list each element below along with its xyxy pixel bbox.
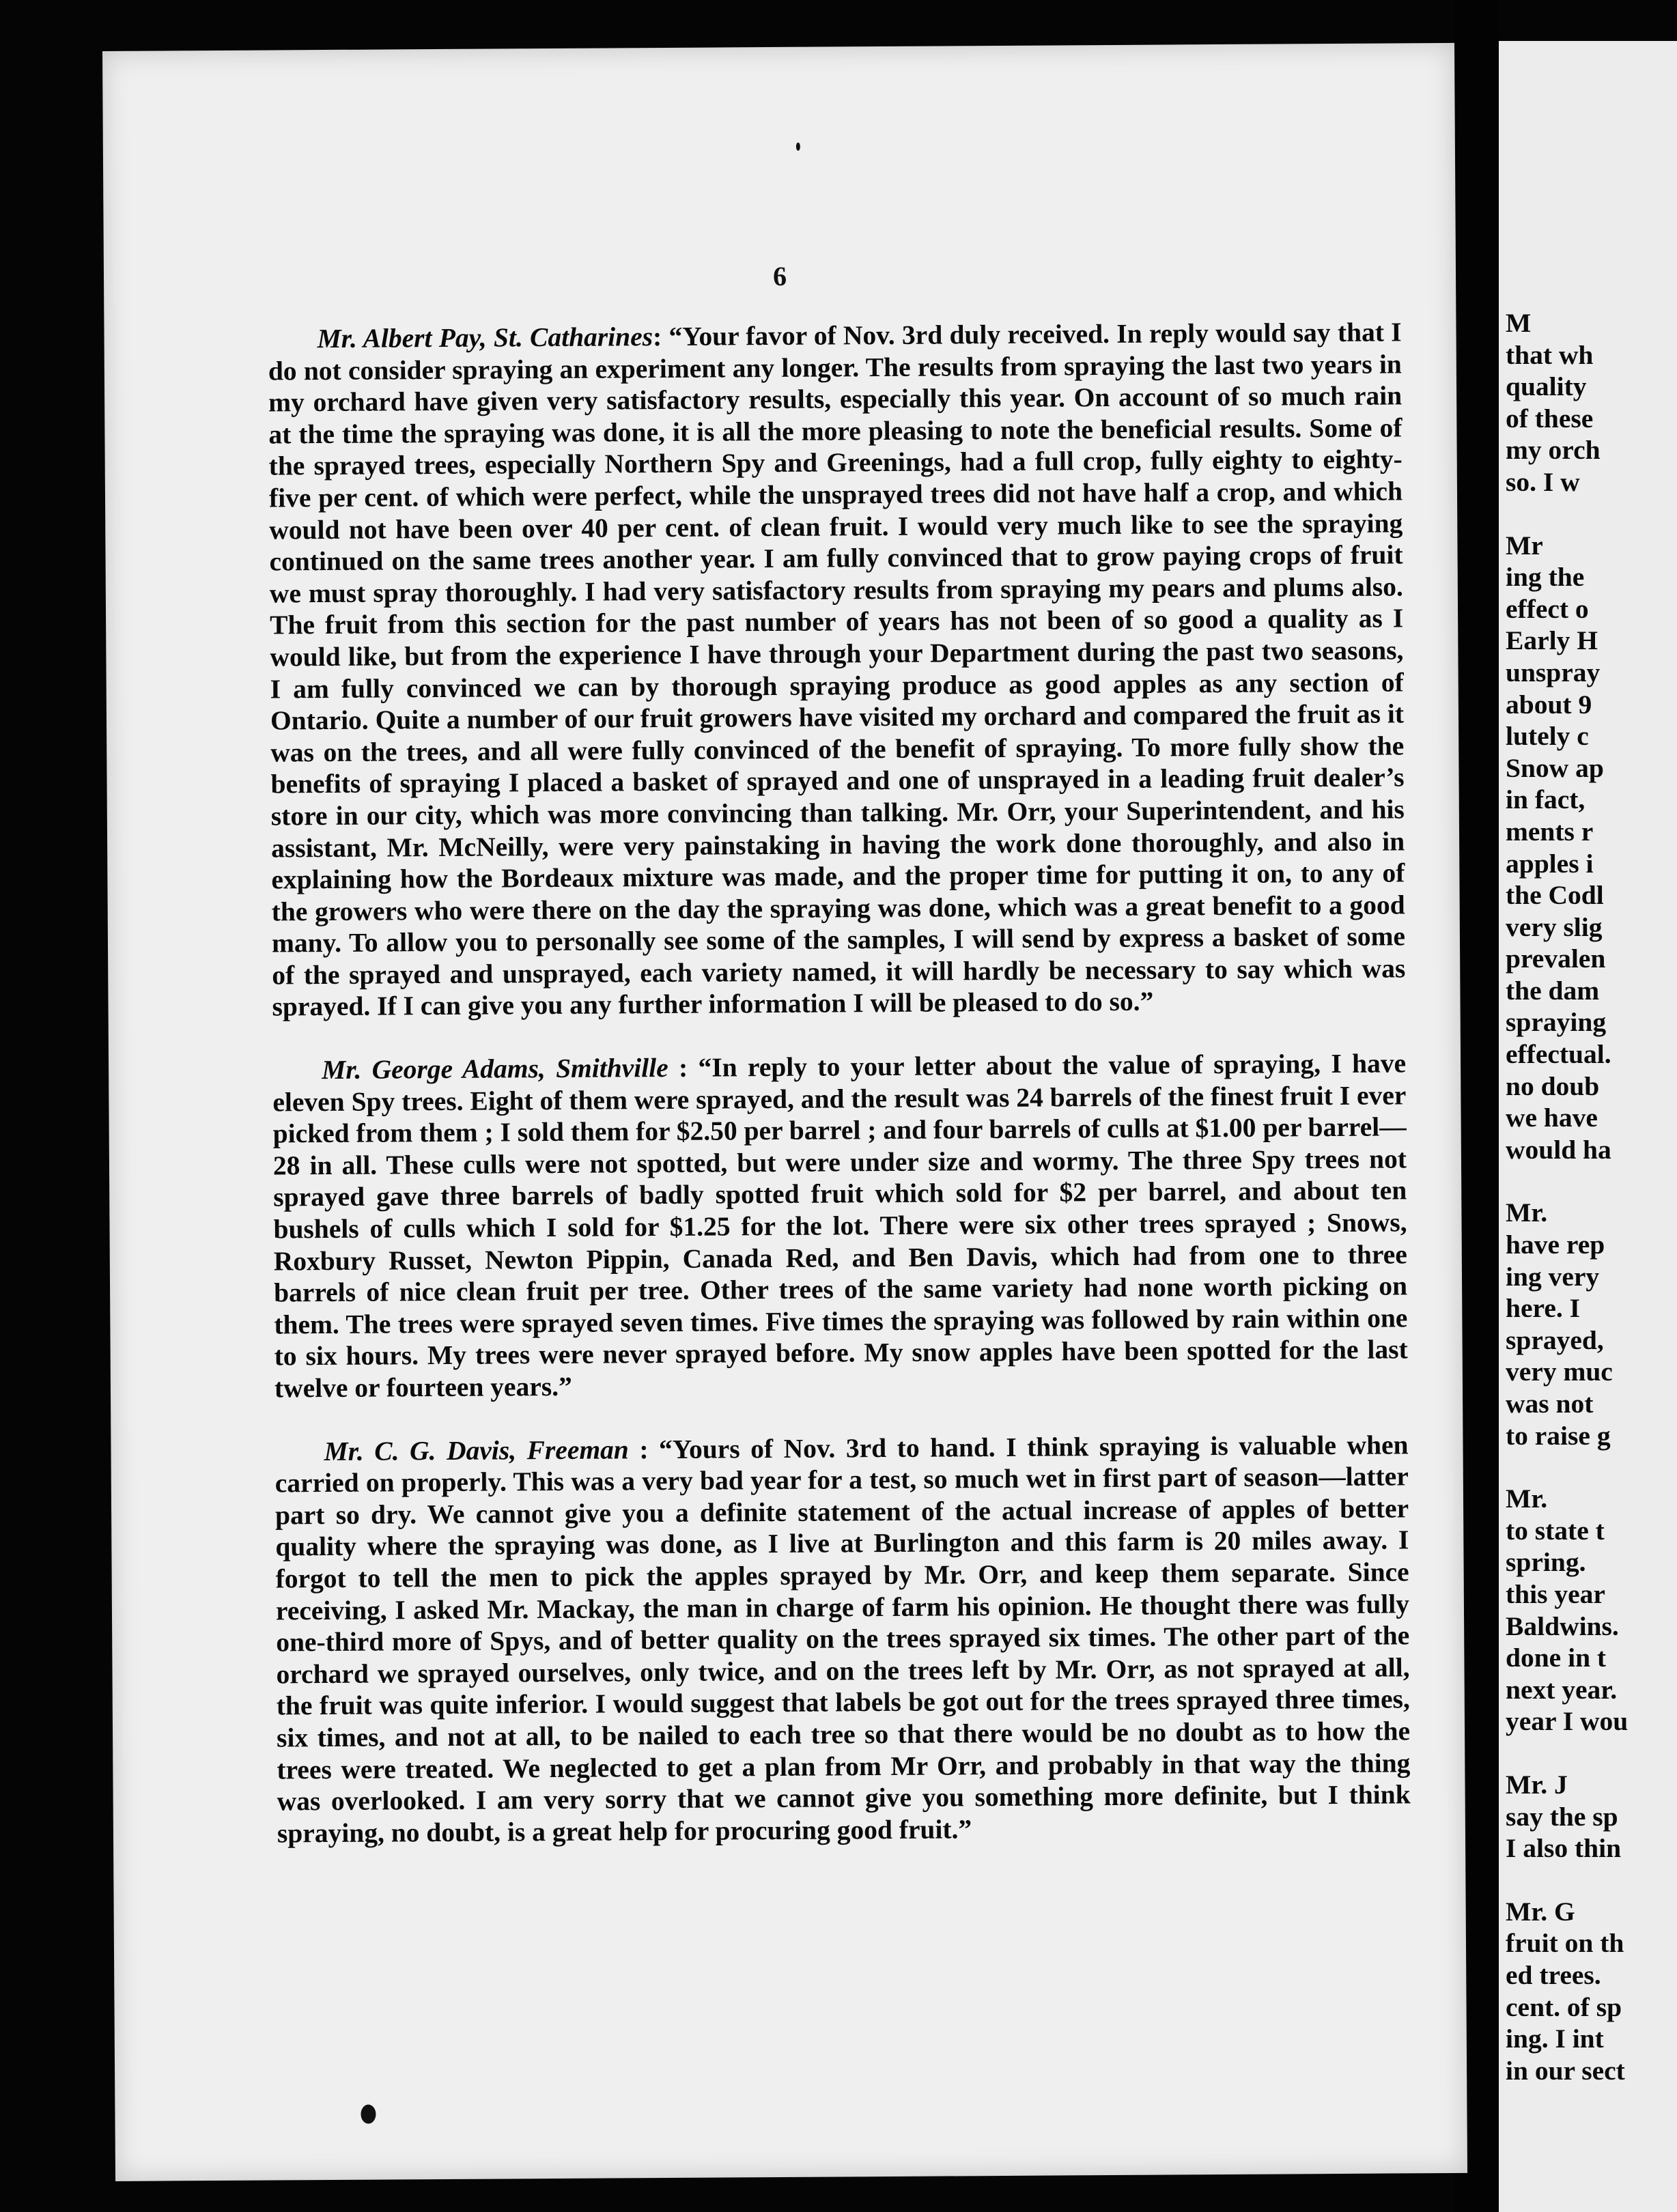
facing-page-line: the dam [1506, 975, 1600, 1006]
facing-page-gap [1506, 1738, 1677, 1769]
facing-page-line: spring. [1506, 1547, 1586, 1578]
facing-page-gap [1506, 1864, 1677, 1896]
facing-page-line: we have [1506, 1103, 1598, 1133]
letter-speaker: Mr. Albert Pay, St. Catharines [317, 322, 653, 354]
facing-page-line: ed trees. [1506, 1959, 1601, 1990]
letter-text: “In reply to your letter about the value of spraying, I have eleven Spy trees. Eight of them were sprayed, and the result was 24 barrels of the finest fruit I ever picked from them ; I sold them for $2.50 per barrel ; and four barrels of culls at $1.00 per barrel—28 in all. These culls were not spotted, but were under size and wormy. The three Spy trees not sprayed gave three barrels of badly spotted fruit which sold for $2 per barrel, and about ten bushels of culls which I sold for $1.25 for the lot. There were six other trees sprayed ; Snows, Roxbury Russet, Newton Pippin, Canada Red, and Ben Davis, which had from one to three barrels of nice clean fruit per tree. Other trees of the same variety had none worth picking on them. The trees were sprayed seven times. Five times the spraying was followed by rain within one to six hours. My trees were never sprayed before. My snow apples have been spotted for the last twelve or fourteen years.” [272, 1048, 1408, 1404]
facing-page-text [1506, 307, 1677, 2086]
facing-page-line: Early H [1506, 625, 1598, 656]
facing-page-line: next year. [1506, 1674, 1618, 1705]
facing-page-line: would ha [1506, 1134, 1611, 1165]
facing-page-line: very slig [1506, 911, 1603, 942]
facing-page-line: very muc [1506, 1357, 1613, 1387]
facing-page-line: of these [1506, 403, 1594, 434]
facing-page-line: in our sect [1506, 2055, 1625, 2086]
facing-page-line: effect o [1506, 593, 1589, 624]
facing-page-line: in fact, [1506, 784, 1586, 815]
facing-page-line: that wh [1506, 339, 1594, 370]
facing-page-line: was not [1506, 1389, 1594, 1419]
facing-page-line: M [1506, 308, 1532, 338]
facing-page-line: Mr. J [1506, 1769, 1568, 1800]
facing-page-line: have rep [1506, 1230, 1605, 1260]
letter-paragraph: Mr. Albert Pay, St. Catharines: “Your favor of Nov. 3rd duly received. In reply would say that I do not consider spraying an experiment any longer. The results from spraying the last two years in my orchard have given very satisfactory results, especially this year. On account of so much rain at the time the spraying was done, it is all the more pleasing to note the beneficial results. Some of the sprayed trees, especially Northern Spy and Greenings, had a full crop, fully eighty to eighty-five per cent. of which were perfect, while the unsprayed trees did not have half a crop, and which would not have been over 40 per cent. of clean fruit. I would very much like to see the spraying continued on the same trees another year. I am fully convinced that to grow paying crops of fruit we must spray thoroughly. I had very satisfactory results from spraying my pears and plums also. The fruit from this section for the past number of years has not been of so good a quality as I would like, but from the experience I have through your Department during the past two seasons, I am fully convinced we can by thorough spraying produce as good apples as any section of Ontario. Quite a number of our fruit growers have visited my orchard and compared the fruit as it was on the trees, and all were fully convinced of the benefit of spraying. To more fully show the benefits of spraying I placed a basket of sprayed and one of unsprayed in a leading fruit dealer’s store in our city, which was more convincing than talking. Mr. Orr, your Superintendent, and his assistant, Mr. McNeilly, were very painstaking in having the work done thoroughly, and also in explaining how the Bordeaux mixture was made, and the proper time for putting it on, to any of the growers who were there on the day the spraying was done, which was a great benefit to a good many. To allow you to personally see some of the samples, I will send by express a basket of some of the sprayed and unsprayed, each variety named, it will hardly be necessary to say which was sprayed. If I can give you any further information I will be pleased to do so.” [268, 317, 1406, 1022]
facing-page-line: effectual. [1506, 1039, 1611, 1070]
page-number: 6 [772, 260, 787, 292]
facing-page-line: Mr. G [1506, 1896, 1575, 1927]
facing-page-line: ing very [1506, 1261, 1600, 1292]
ink-blot [361, 2105, 376, 2124]
facing-page-line: unspray [1506, 657, 1601, 687]
facing-page-line: fruit on th [1506, 1928, 1624, 1959]
facing-page-line: sprayed, [1506, 1324, 1604, 1355]
facing-page-line: Mr. [1506, 1484, 1548, 1514]
facing-page-line: to state t [1506, 1515, 1605, 1546]
facing-page-line: ing. I int [1506, 2024, 1604, 2054]
letter-speaker: Mr. C. G. Davis, Freeman [324, 1434, 629, 1466]
facing-page-line: year I wou [1506, 1706, 1629, 1737]
letter-text: “Yours of Nov. 3rd to hand. I think spraying is valuable when carried on properly. This was a very bad year for a test, so much wet in first part of season—latter part so dry. We cannot give you a definite statement of the actual increase of apples of better quality where the spraying was done, as I live at Burlington and this farm is 20 miles away. I forgot to tell the men to pick the apples sprayed by Mr. Orr, and keep them separate. Since receiving, I asked Mr. Mackay, the man in charge of farm his opinion. He thought there was fully one-third more of Spys, and of better quality on the trees sprayed six times. The other part of the orchard we sprayed ourselves, only twice, and on the trees left by Mr. Orr, as not sprayed at all, the fruit was quite inferior. I would suggest that labels be got out for the trees sprayed three times, six times, and not at all, to be nailed to each tree so that there would be no doubt as to how the trees were treated. We neglected to get a plan from Mr Orr, and probably in that way the thing was overlooked. I am very sorry that we cannot give you something more definite, but I think spraying, no doubt, is a great help for procuring good fruit.” [274, 1429, 1411, 1849]
facing-page-gap [1506, 498, 1677, 530]
facing-page-line: ing the [1506, 562, 1585, 593]
ink-speck [796, 143, 800, 151]
facing-page-line: Baldwins. [1506, 1611, 1619, 1641]
facing-page-line: cent. of sp [1506, 1991, 1622, 2022]
letter-paragraph: Mr. C. G. Davis, Freeman : “Yours of Nov. 3rd to hand. I think spraying is valuable when carried on properly. This was a very bad year for a test, so much wet in first part of season—latter part so dry. We cannot give you a definite statement of the actual increase of apples of better quality where the spraying was done, as I live at Burlington and this farm is 20 miles away. I forgot to tell the men to pick the apples sprayed by Mr. Orr, and keep them separate. Since receiving, I asked Mr. Mackay, the man in charge of farm his opinion. He thought there was fully one-third more of Spys, and of better quality on the trees sprayed six times. The other part of the orchard we sprayed ourselves, only twice, and on the trees left by Mr. Orr, as not sprayed at all, the fruit was quite inferior. I would suggest that labels be got out for the trees sprayed three times, six times, and not at all, to be nailed to each tree so that there would be no doubt as to how the trees were treated. We neglected to get a plan from Mr Orr, and probably in that way the thing was overlooked. I am very sorry that we cannot give you something more definite, but I think spraying, no doubt, is a great help for procuring good fruit.” [274, 1429, 1411, 1849]
facing-page-line: apples i [1506, 848, 1594, 879]
facing-page-line: quality [1506, 371, 1587, 402]
facing-page-line: the Codl [1506, 880, 1604, 911]
letter-text: “Your favor of Nov. 3rd duly received. In reply would say that I do not consider spraying an experiment any longer. The results from spraying the last two years in my orchard have given very satisfactory results, especially this year. On account of so much rain at the time the spraying was done, it is all the more pleasing to note the beneficial results. Some of the sprayed trees, especially Northern Spy and Greenings, had a full crop, fully eighty to eighty-five per cent. of which were perfect, while the unsprayed trees did not have half a crop, and which would not have been over 40 per cent. of clean fruit. I would very much like to see the spraying continued on the same trees another year. I am fully convinced that to grow paying crops of fruit we must spray thoroughly. I had very satisfactory results from spraying my pears and plums also. The fruit from this section for the past number of years has not been of so good a quality as I would like, but from the experience I have through your Department during the past two seasons, I am fully convinced we can by thorough spraying produce as good apples as any section of Ontario. Quite a number of our fruit growers have visited my orchard and compared the fruit as it was on the trees, and all were fully convinced of the benefit of spraying. To more fully show the benefits of spraying I placed a basket of sprayed and one of unsprayed in a leading fruit dealer’s store in our city, which was more convincing than talking. Mr. Orr, your Superintendent, and his assistant, Mr. McNeilly, were very painstaking in having the work done thoroughly, and also in explaining how the Bordeaux mixture was made, and the proper time for putting it on, to any of the growers who were there on the day the spraying was done, which was a great benefit to a good many. To allow you to personally see some of the samples, I will send by express a basket of some of the sprayed and unsprayed, each variety named, it will hardly be necessary to say which was sprayed. If I can give you any further information I will be pleased to do so.” [268, 317, 1406, 1022]
facing-page-edge [1499, 41, 1677, 2212]
facing-page-line: so. I w [1506, 466, 1580, 497]
left-page [102, 43, 1467, 2181]
page-body [268, 316, 1411, 1849]
facing-page-line: Snow ap [1506, 752, 1604, 783]
facing-page-line: done in t [1506, 1643, 1607, 1673]
facing-page-line: say the sp [1506, 1801, 1618, 1832]
facing-page-line: about 9 [1506, 689, 1592, 720]
facing-page-line: I also thin [1506, 1833, 1622, 1864]
facing-page-line: this year [1506, 1578, 1605, 1609]
facing-page-line: ments r [1506, 816, 1594, 847]
facing-page-line: Mr [1506, 530, 1543, 561]
facing-page-line: here. I [1506, 1293, 1580, 1324]
letter-paragraph: Mr. George Adams, Smithville : “In reply to your letter about the value of spraying, I have eleven Spy trees. Eight of them were sprayed, and the result was 24 barrels of the finest fruit I ever picked from them ; I sold them for $2.50 per barrel ; and four barrels of culls at $1.00 per barrel—28 in all. These culls were not spotted, but were under size and wormy. The three Spy trees not sprayed gave three barrels of badly spotted fruit which sold for $2 per barrel, and about ten bushels of culls which I sold for $1.25 for the lot. There were six other trees sprayed ; Snows, Roxbury Russet, Newton Pippin, Canada Red, and Ben Davis, which had from one to three barrels of nice clean fruit per tree. Other trees of the same variety had none worth picking on them. The trees were sprayed seven times. Five times the spraying was followed by rain within one to six hours. My trees were never sprayed before. My snow apples have been spotted for the last twelve or fourteen years.” [272, 1048, 1408, 1404]
facing-page-line: prevalen [1506, 944, 1606, 974]
facing-page-gap [1506, 1165, 1677, 1197]
facing-page-line: no doub [1506, 1070, 1600, 1101]
facing-page-line: to raise g [1506, 1420, 1611, 1451]
facing-page-gap [1506, 1451, 1677, 1483]
facing-page-line: Mr. [1506, 1197, 1548, 1228]
facing-page-line: lutely c [1506, 721, 1589, 752]
facing-page-line: my orch [1506, 435, 1601, 466]
letter-speaker: Mr. George Adams, Smithville [321, 1053, 668, 1086]
facing-page-line: spraying [1506, 1007, 1607, 1038]
